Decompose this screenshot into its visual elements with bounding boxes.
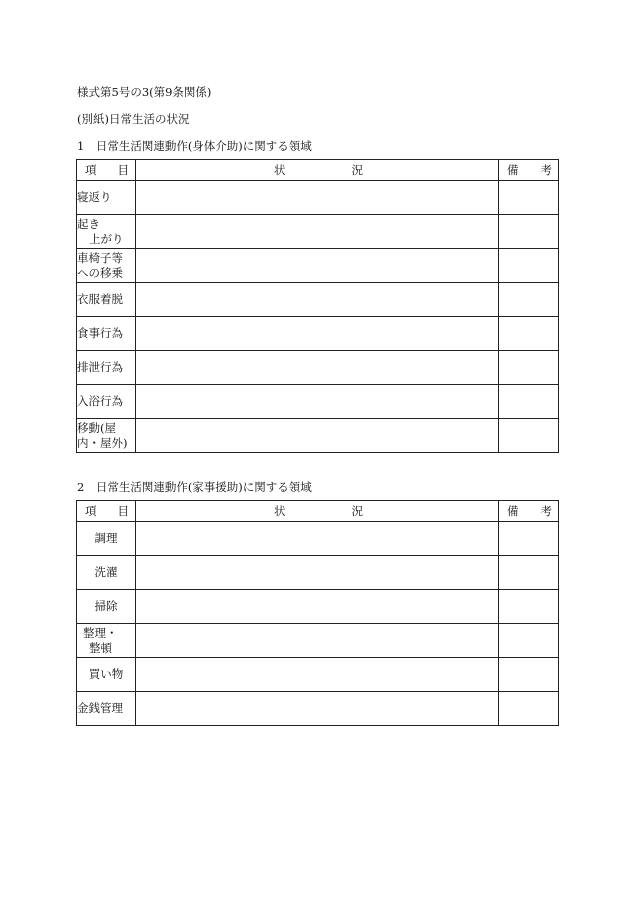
section2-heading: 2 日常生活関連動作(家事援助)に関する領域 <box>77 480 312 494</box>
status-cell[interactable] <box>136 692 499 726</box>
housework-assistance-table <box>76 500 559 726</box>
header-status-char: 状 <box>274 162 286 177</box>
header-remarks <box>499 160 559 181</box>
table-row <box>77 249 559 283</box>
header-status <box>136 160 499 181</box>
header-item <box>77 160 136 181</box>
table-row <box>77 624 559 658</box>
row-label-line2: 整頓 <box>89 640 112 655</box>
row-label-line1: 車椅子等 <box>77 250 123 265</box>
row-label-line1: 起き <box>77 216 100 231</box>
table-row <box>77 590 559 624</box>
status-cell[interactable] <box>136 283 499 317</box>
header-remarks-char: 考 <box>540 162 552 177</box>
table-row <box>77 419 559 453</box>
status-cell[interactable] <box>136 624 499 658</box>
row-label <box>77 351 136 385</box>
row-label-line1: 買い物 <box>88 667 124 681</box>
row-label <box>77 658 136 692</box>
remarks-cell[interactable] <box>499 283 559 317</box>
row-label <box>77 556 136 590</box>
row-label-line2: 内・屋外) <box>77 435 128 450</box>
remarks-cell[interactable] <box>499 317 559 351</box>
row-label <box>77 522 136 556</box>
header-item <box>77 501 136 522</box>
header-remarks-char: 備 <box>507 162 519 177</box>
table-header-row <box>77 501 559 522</box>
status-cell[interactable] <box>136 181 499 215</box>
remarks-cell[interactable] <box>499 624 559 658</box>
row-label-line1: 衣服着脱 <box>77 292 123 306</box>
row-label <box>77 624 136 658</box>
status-cell[interactable] <box>136 419 499 453</box>
table-row <box>77 385 559 419</box>
row-label <box>77 283 136 317</box>
table-row <box>77 181 559 215</box>
remarks-cell[interactable] <box>499 658 559 692</box>
row-label-line1: 食事行為 <box>77 326 123 340</box>
row-label-line1: 寝返り <box>77 190 112 204</box>
physical-assistance-table <box>76 159 559 453</box>
header-item-char: 項 <box>85 162 97 177</box>
status-cell[interactable] <box>136 556 499 590</box>
remarks-cell[interactable] <box>499 556 559 590</box>
row-label-line1: 整理・ <box>83 625 118 640</box>
remarks-cell[interactable] <box>499 522 559 556</box>
row-label <box>77 215 136 249</box>
row-label-line1: 移動(屋 <box>77 420 116 435</box>
table-row <box>77 317 559 351</box>
header-remarks <box>499 501 559 522</box>
table-row <box>77 351 559 385</box>
remarks-cell[interactable] <box>499 419 559 453</box>
table-row <box>77 556 559 590</box>
row-label-line1: 調理 <box>94 531 118 545</box>
row-label <box>77 590 136 624</box>
remarks-cell[interactable] <box>499 351 559 385</box>
attachment-title: (別紙)日常生活の状況 <box>77 112 190 126</box>
row-label-line1: 洗濯 <box>94 565 118 579</box>
table-row <box>77 215 559 249</box>
row-label-line1: 金銭管理 <box>77 701 123 715</box>
status-cell[interactable] <box>136 351 499 385</box>
header-remarks-char: 備 <box>507 503 519 518</box>
status-cell[interactable] <box>136 317 499 351</box>
table-row <box>77 692 559 726</box>
form-number: 様式第5号の3(第9条関係) <box>77 85 212 99</box>
row-label <box>77 385 136 419</box>
status-cell[interactable] <box>136 658 499 692</box>
remarks-cell[interactable] <box>499 385 559 419</box>
row-label-line2: 上がり <box>89 231 124 246</box>
header-status-char: 況 <box>351 162 363 177</box>
status-cell[interactable] <box>136 522 499 556</box>
status-cell[interactable] <box>136 215 499 249</box>
remarks-cell[interactable] <box>499 249 559 283</box>
remarks-cell[interactable] <box>499 692 559 726</box>
section1-heading: 1 日常生活関連動作(身体介助)に関する領域 <box>77 139 312 153</box>
header-status <box>136 501 499 522</box>
row-label <box>77 181 136 215</box>
row-label <box>77 419 136 453</box>
header-item-char: 項 <box>85 503 97 518</box>
status-cell[interactable] <box>136 385 499 419</box>
table-row <box>77 522 559 556</box>
row-label <box>77 249 136 283</box>
status-cell[interactable] <box>136 590 499 624</box>
table-row <box>77 658 559 692</box>
row-label <box>77 692 136 726</box>
header-status-char: 状 <box>274 503 286 518</box>
table-row <box>77 283 559 317</box>
row-label-line1: 掃除 <box>94 599 118 613</box>
row-label <box>77 317 136 351</box>
status-cell[interactable] <box>136 249 499 283</box>
remarks-cell[interactable] <box>499 590 559 624</box>
header-item-char: 目 <box>117 503 129 518</box>
header-status-char: 況 <box>351 503 363 518</box>
header-item-char: 目 <box>117 162 129 177</box>
row-label-line1: 入浴行為 <box>77 394 123 408</box>
table-header-row <box>77 160 559 181</box>
remarks-cell[interactable] <box>499 215 559 249</box>
row-label-line1: 排泄行為 <box>77 360 123 374</box>
row-label-line2: への移乗 <box>77 265 123 280</box>
remarks-cell[interactable] <box>499 181 559 215</box>
header-remarks-char: 考 <box>540 503 552 518</box>
